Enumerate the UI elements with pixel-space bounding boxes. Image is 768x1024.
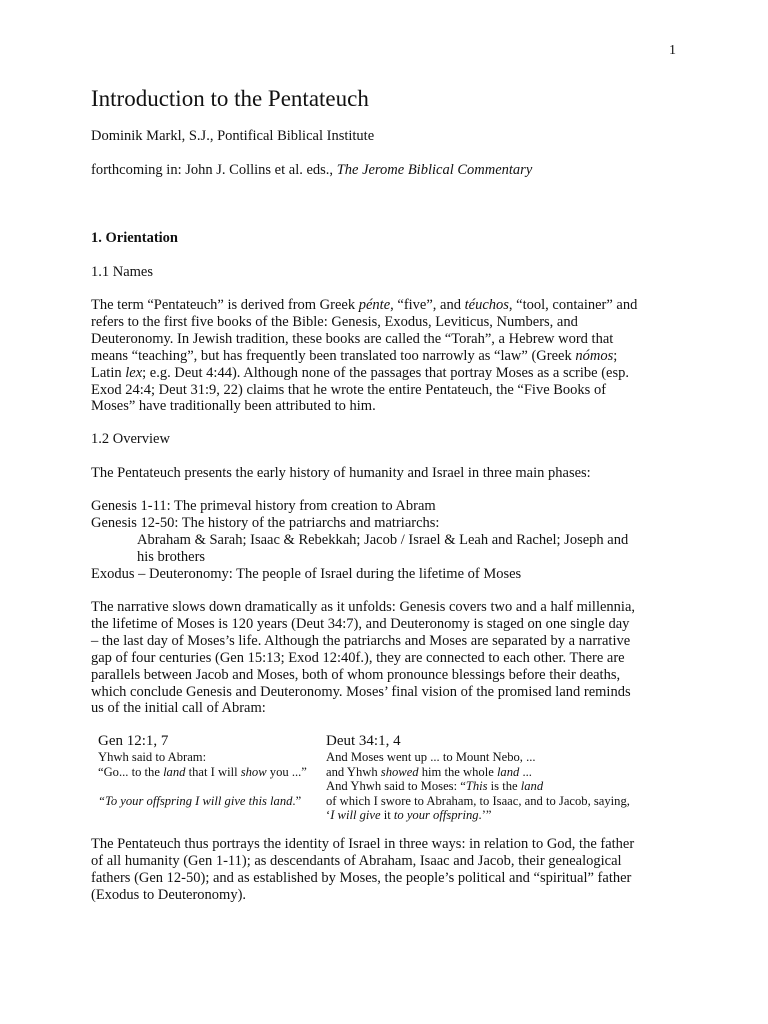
narrative-paragraph	[91, 599, 635, 717]
text-line: parallels between Jacob and Moses, both of whom pronounce blessings before their deaths,	[91, 666, 621, 683]
identity-paragraph	[91, 836, 634, 904]
quote-line: And Yhwh said to Moses: “This is the land	[326, 779, 544, 793]
text-line: Moses” have traditionally been attributed to him.	[91, 398, 376, 415]
quote-line: ‘I will give it to your offspring.’”	[326, 808, 492, 822]
page-title: Introduction to the Pentateuch	[91, 86, 369, 111]
text-line: gap of four centuries (Gen 15:13; Exod 12:40f.), they are connected to each other. There are	[91, 649, 625, 666]
list-item: Abraham & Sarah; Isaac & Rebekkah; Jacob / Israel & Leah and Rachel; Joseph and	[137, 531, 629, 548]
text-line: the lifetime of Moses is 120 years (Deut 34:7), and Deuteronomy is staged on one single day	[91, 615, 630, 632]
text-line: The narrative slows down dramatically as it unfolds: Genesis covers two and a half millennia,	[91, 599, 636, 615]
quote-line: of which I swore to Abraham, to Isaac, and to Jacob, saying,	[326, 793, 630, 808]
text-line: refers to the first five books of the Bible: Genesis, Exodus, Leviticus, Numbers, and	[91, 313, 578, 330]
quote-left-heading: Gen 12:1, 7	[98, 733, 169, 749]
text-line: which conclude Genesis and Deuteronomy. Moses’ final vision of the promised land reminds	[91, 683, 631, 700]
text-line: The term “Pentateuch” is derived from Greek pénte, “five”, and téuchos, “tool, container” and	[91, 297, 638, 313]
list-item: Genesis 1-11: The primeval history from creation to Abram	[91, 498, 436, 514]
text-line: fathers (Gen 12-50); and as established by Moses, the people’s political and “spiritual” father	[91, 869, 632, 886]
quote-line: and Yhwh showed him the whole land ...	[326, 764, 532, 779]
author-line: Dominik Markl, S.J., Pontifical Biblical Institute	[91, 128, 375, 144]
quote-line: “Go... to the land that I will show you ...”	[98, 764, 307, 779]
quote-line: “To your offspring I will give this land.”	[98, 793, 302, 808]
text-line: Latin lex; e.g. Deut 4:44). Although none of the passages that portray Moses as a scribe (esp.	[91, 364, 629, 381]
text-line: us of the initial call of Abram:	[91, 700, 266, 717]
list-item: Genesis 12-50: The history of the patriarchs and matriarchs:	[91, 514, 440, 531]
phases-list	[91, 498, 628, 583]
overview-intro: The Pentateuch presents the early history of humanity and Israel in three main phases:	[91, 465, 591, 481]
forthcoming-prefix: forthcoming in: John J. Collins et al. eds.,	[91, 162, 337, 178]
quote-line: And Moses went up ... to Mount Nebo, ...	[326, 750, 536, 764]
subsection-heading-names: 1.1 Names	[91, 264, 154, 280]
names-paragraph	[91, 297, 637, 415]
text-line: Deuteronomy. In Jewish tradition, these books are called the “Torah”, a Hebrew word that	[91, 330, 614, 347]
text-line: (Exodus to Deuteronomy).	[91, 886, 247, 903]
quote-right-heading: Deut 34:1, 4	[326, 733, 401, 749]
quote-left-column	[98, 733, 307, 808]
section-heading-orientation: 1. Orientation	[91, 230, 178, 246]
text-line: means “teaching”, but has frequently been translated too narrowly as “law” (Greek nómos;	[91, 347, 618, 364]
text-line: Exod 24:4; Deut 31:9, 22) claims that he wrote the entire Pentateuch, the “Five Books of	[91, 381, 607, 398]
list-item: his brothers	[137, 548, 206, 565]
subsection-heading-overview: 1.2 Overview	[91, 431, 170, 447]
list-item: Exodus – Deuteronomy: The people of Israel during the lifetime of Moses	[91, 565, 522, 582]
forthcoming-line	[91, 162, 532, 179]
text-line: – the last day of Moses’s life. Although the patriarchs and Moses are separated by a narrative	[91, 632, 631, 649]
quote-right-column	[326, 733, 630, 823]
text-line: of all humanity (Gen 1-11); as descendants of Abraham, Isaac and Jacob, their genealogical	[91, 852, 622, 869]
page-number: 1	[669, 43, 676, 58]
text-line: The Pentateuch thus portrays the identity of Israel in three ways: in relation to God, the father	[91, 836, 635, 852]
forthcoming-book: The Jerome Biblical Commentary	[336, 162, 533, 178]
quote-line: Yhwh said to Abram:	[98, 750, 207, 764]
